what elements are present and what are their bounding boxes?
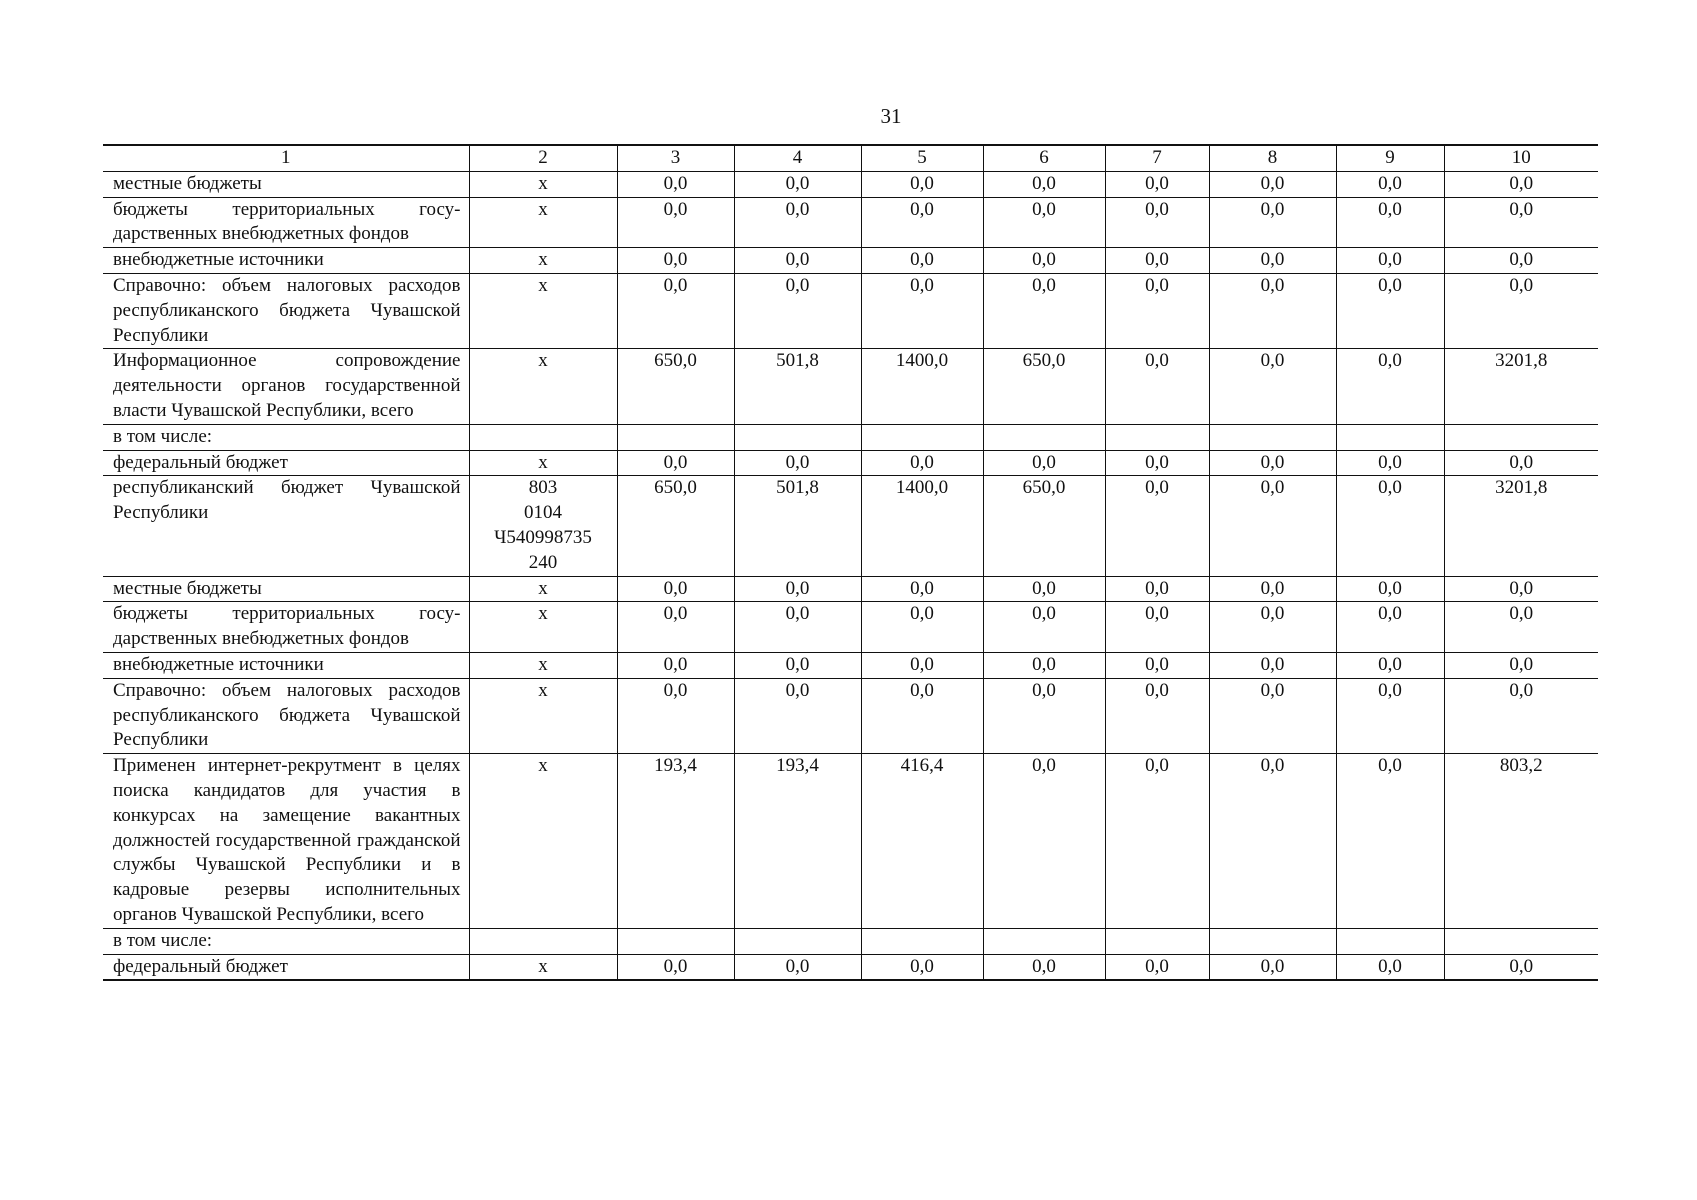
value-cell: 0,0 — [983, 954, 1105, 980]
row-name-cell: внебюджетные источники — [103, 652, 469, 678]
value-cell: 0,0 — [1105, 450, 1209, 476]
value-cell: 0,0 — [1336, 273, 1444, 348]
table-row — [103, 424, 1598, 450]
value-cell: 0,0 — [861, 954, 983, 980]
row-code-cell — [469, 678, 617, 753]
value-cell: 0,0 — [1209, 652, 1336, 678]
table-row — [103, 248, 1598, 274]
value-cell — [734, 424, 861, 450]
value-cell: 0,0 — [1105, 678, 1209, 753]
value-cell: 501,8 — [734, 349, 861, 424]
value-cell: 0,0 — [861, 450, 983, 476]
row-name-cell: Справочно: объем налоговых расходов республиканского бюджета Чувашской Республики — [103, 678, 469, 753]
value-cell: 0,0 — [1336, 954, 1444, 980]
row-name-cell: республиканский бюджет Чувашской Республики — [103, 476, 469, 576]
value-cell: 0,0 — [1105, 197, 1209, 248]
value-cell: 650,0 — [617, 349, 734, 424]
code-line: Ч540998735 — [494, 526, 592, 548]
value-cell: 0,0 — [734, 678, 861, 753]
value-cell: 0,0 — [1444, 171, 1598, 197]
page-number: 31 — [880, 104, 902, 128]
value-cell: 0,0 — [1105, 248, 1209, 274]
value-cell: 3201,8 — [1444, 349, 1598, 424]
code-line: х — [538, 653, 548, 675]
table-row — [103, 450, 1598, 476]
value-cell: 0,0 — [1336, 450, 1444, 476]
value-cell: 0,0 — [617, 602, 734, 653]
value-cell — [983, 424, 1105, 450]
row-code-cell — [469, 602, 617, 653]
value-cell: 0,0 — [1444, 197, 1598, 248]
value-cell: 0,0 — [734, 450, 861, 476]
value-cell: 0,0 — [1336, 476, 1444, 576]
value-cell: 650,0 — [983, 349, 1105, 424]
value-cell: 0,0 — [983, 602, 1105, 653]
code-line: х — [538, 679, 548, 701]
value-cell: 0,0 — [1105, 576, 1209, 602]
header-cell: 10 — [1444, 145, 1598, 171]
value-cell — [1209, 424, 1336, 450]
code-line: х — [538, 198, 548, 220]
value-cell: 0,0 — [1336, 652, 1444, 678]
value-cell: 0,0 — [617, 576, 734, 602]
table-row — [103, 754, 1598, 929]
value-cell: 0,0 — [734, 171, 861, 197]
value-cell: 416,4 — [861, 754, 983, 929]
code-line: 0104 — [524, 502, 562, 524]
code-line: х — [538, 451, 548, 473]
value-cell — [1209, 928, 1336, 954]
header-cell: 6 — [983, 145, 1105, 171]
value-cell: 0,0 — [861, 576, 983, 602]
row-code-cell — [469, 450, 617, 476]
value-cell: 0,0 — [1336, 678, 1444, 753]
value-cell: 0,0 — [983, 652, 1105, 678]
row-code-cell — [469, 248, 617, 274]
value-cell: 0,0 — [1209, 476, 1336, 576]
value-cell: 193,4 — [617, 754, 734, 929]
value-cell: 0,0 — [734, 576, 861, 602]
value-cell: 0,0 — [1209, 954, 1336, 980]
value-cell: 0,0 — [1105, 602, 1209, 653]
value-cell: 0,0 — [1209, 171, 1336, 197]
value-cell: 0,0 — [983, 197, 1105, 248]
code-line: х — [538, 350, 548, 372]
value-cell — [617, 928, 734, 954]
header-cell: 1 — [103, 145, 469, 171]
value-cell: 0,0 — [861, 678, 983, 753]
row-code-cell — [469, 197, 617, 248]
value-cell: 0,0 — [734, 273, 861, 348]
value-cell: 0,0 — [1336, 171, 1444, 197]
table-row — [103, 476, 1598, 576]
value-cell: 0,0 — [1105, 754, 1209, 929]
row-name-cell: бюджеты территориальных государственных внебюджетных фондов — [103, 602, 469, 653]
value-cell: 0,0 — [983, 171, 1105, 197]
value-cell — [1336, 928, 1444, 954]
value-cell: 0,0 — [1444, 273, 1598, 348]
header-cell: 3 — [617, 145, 734, 171]
value-cell: 0,0 — [617, 171, 734, 197]
code-line: х — [538, 755, 548, 777]
value-cell: 0,0 — [861, 602, 983, 653]
row-name-cell: в том числе: — [103, 424, 469, 450]
row-code-cell — [469, 954, 617, 980]
value-cell: 0,0 — [1336, 754, 1444, 929]
row-code-cell — [469, 424, 617, 450]
table-row — [103, 928, 1598, 954]
row-name-cell: федеральный бюджет — [103, 450, 469, 476]
budget-table — [103, 144, 1598, 981]
code-line: х — [538, 274, 548, 296]
value-cell: 1400,0 — [861, 349, 983, 424]
value-cell: 0,0 — [617, 678, 734, 753]
value-cell: 0,0 — [1105, 349, 1209, 424]
value-cell: 0,0 — [734, 602, 861, 653]
value-cell — [983, 928, 1105, 954]
value-cell: 0,0 — [617, 248, 734, 274]
code-line: х — [538, 603, 548, 625]
row-name-cell: внебюджетные источники — [103, 248, 469, 274]
table-row — [103, 273, 1598, 348]
value-cell: 193,4 — [734, 754, 861, 929]
value-cell: 0,0 — [1105, 171, 1209, 197]
value-cell — [1444, 424, 1598, 450]
value-cell: 0,0 — [983, 678, 1105, 753]
table-row — [103, 576, 1598, 602]
value-cell — [1444, 928, 1598, 954]
header-cell: 2 — [469, 145, 617, 171]
value-cell: 0,0 — [1105, 954, 1209, 980]
row-code-cell — [469, 576, 617, 602]
value-cell: 0,0 — [983, 450, 1105, 476]
table-row — [103, 349, 1598, 424]
value-cell: 0,0 — [617, 652, 734, 678]
table-row — [103, 171, 1598, 197]
table-row — [103, 652, 1598, 678]
row-code-cell — [469, 349, 617, 424]
value-cell: 0,0 — [1105, 652, 1209, 678]
value-cell: 0,0 — [861, 652, 983, 678]
value-cell: 0,0 — [1336, 576, 1444, 602]
table-body — [103, 145, 1598, 980]
row-code-cell — [469, 652, 617, 678]
header-cell: 9 — [1336, 145, 1444, 171]
value-cell: 0,0 — [1336, 602, 1444, 653]
value-cell: 803,2 — [1444, 754, 1598, 929]
value-cell: 0,0 — [1336, 349, 1444, 424]
row-name-cell: местные бюджеты — [103, 171, 469, 197]
value-cell: 0,0 — [734, 652, 861, 678]
value-cell — [734, 928, 861, 954]
row-name-cell: Применен интернет-рекрутмент в целях поиска кандидатов для участия в конкурсах на замещение вакантных должностей государственной гражданской службы Чувашской Республики и в кадровые резервы исполнительных органов Чувашской Республики, всего — [103, 754, 469, 929]
value-cell — [1336, 424, 1444, 450]
value-cell: 0,0 — [1336, 248, 1444, 274]
value-cell: 0,0 — [1444, 954, 1598, 980]
row-name-cell: Информационное сопровождение деятельности органов государственной власти Чувашской Республики, всего — [103, 349, 469, 424]
code-line: х — [538, 249, 548, 271]
value-cell: 3201,8 — [1444, 476, 1598, 576]
value-cell: 0,0 — [861, 197, 983, 248]
value-cell: 0,0 — [861, 273, 983, 348]
code-line: х — [538, 577, 548, 599]
value-cell: 1400,0 — [861, 476, 983, 576]
value-cell: 0,0 — [1209, 754, 1336, 929]
row-name-cell: в том числе: — [103, 928, 469, 954]
value-cell — [617, 424, 734, 450]
value-cell — [1105, 928, 1209, 954]
value-cell: 0,0 — [617, 954, 734, 980]
value-cell: 0,0 — [1444, 248, 1598, 274]
code-line: х — [538, 172, 548, 194]
header-row — [103, 145, 1598, 171]
header-cell: 7 — [1105, 145, 1209, 171]
value-cell: 0,0 — [1444, 602, 1598, 653]
value-cell: 0,0 — [1444, 450, 1598, 476]
value-cell: 0,0 — [734, 248, 861, 274]
value-cell: 650,0 — [617, 476, 734, 576]
value-cell: 0,0 — [1336, 197, 1444, 248]
value-cell: 0,0 — [1444, 576, 1598, 602]
row-code-cell — [469, 171, 617, 197]
value-cell — [861, 928, 983, 954]
value-cell: 0,0 — [734, 954, 861, 980]
code-line: 240 — [528, 551, 558, 573]
row-code-cell — [469, 928, 617, 954]
value-cell: 0,0 — [1209, 678, 1336, 753]
value-cell: 650,0 — [983, 476, 1105, 576]
value-cell: 0,0 — [983, 248, 1105, 274]
table-row — [103, 197, 1598, 248]
value-cell: 0,0 — [617, 197, 734, 248]
row-code-cell — [469, 754, 617, 929]
value-cell: 501,8 — [734, 476, 861, 576]
header-cell: 8 — [1209, 145, 1336, 171]
value-cell: 0,0 — [1209, 602, 1336, 653]
value-cell: 0,0 — [1105, 476, 1209, 576]
table-row — [103, 954, 1598, 980]
value-cell: 0,0 — [617, 273, 734, 348]
value-cell: 0,0 — [983, 273, 1105, 348]
value-cell: 0,0 — [861, 171, 983, 197]
table-row — [103, 678, 1598, 753]
code-line: 803 — [528, 477, 558, 499]
value-cell: 0,0 — [1209, 450, 1336, 476]
row-code-cell — [469, 476, 617, 576]
row-code-cell — [469, 273, 617, 348]
value-cell: 0,0 — [617, 450, 734, 476]
value-cell: 0,0 — [1209, 576, 1336, 602]
row-name-cell: бюджеты территориальных государственных внебюджетных фондов — [103, 197, 469, 248]
row-name-cell: Справочно: объем налоговых расходов республиканского бюджета Чувашской Республики — [103, 273, 469, 348]
row-name-cell: федеральный бюджет — [103, 954, 469, 980]
header-cell: 5 — [861, 145, 983, 171]
code-line: х — [538, 955, 548, 977]
table-row — [103, 602, 1598, 653]
value-cell — [1105, 424, 1209, 450]
value-cell: 0,0 — [1209, 349, 1336, 424]
value-cell: 0,0 — [734, 197, 861, 248]
value-cell: 0,0 — [861, 248, 983, 274]
value-cell: 0,0 — [1105, 273, 1209, 348]
value-cell: 0,0 — [1444, 678, 1598, 753]
value-cell: 0,0 — [1444, 652, 1598, 678]
row-name-cell: местные бюджеты — [103, 576, 469, 602]
value-cell: 0,0 — [983, 576, 1105, 602]
value-cell: 0,0 — [1209, 248, 1336, 274]
value-cell — [861, 424, 983, 450]
value-cell: 0,0 — [1209, 273, 1336, 348]
header-cell: 4 — [734, 145, 861, 171]
value-cell: 0,0 — [1209, 197, 1336, 248]
value-cell: 0,0 — [983, 754, 1105, 929]
